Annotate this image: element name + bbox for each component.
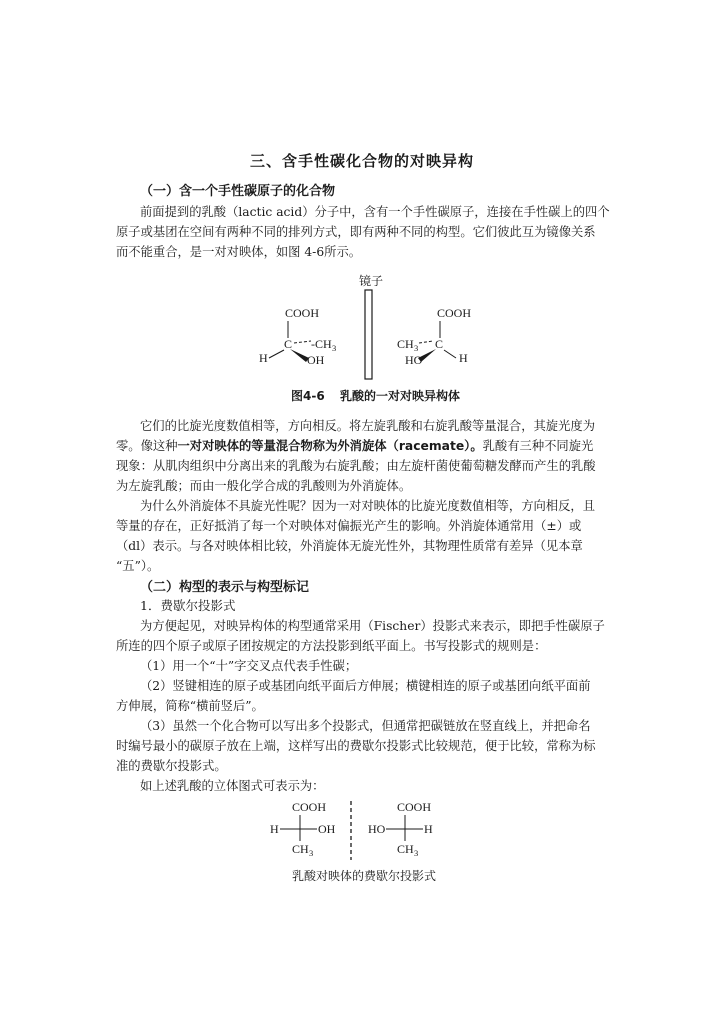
- subsubsection-fischer: 1．费歇尔投影式: [140, 598, 236, 613]
- para1-line1: 前面提到的乳酸（lactic acid）分子中，含有一个手性碳原子，连接在手性碳上的四个: [140, 205, 610, 219]
- left-ch3: -CH: [311, 337, 332, 351]
- left-h: H: [259, 351, 268, 365]
- section-title: 三、含手性碳化合物的对映异构: [249, 152, 474, 170]
- rule-1: （1）用一个“十”字交叉点代表手性碳；: [140, 659, 358, 673]
- mirror-label: 镜子: [359, 274, 384, 288]
- rule-2-line1: （2）竖键相连的原子或基团向纸平面后方伸展；横键相连的原子或基团向纸平面前: [140, 679, 591, 693]
- left-carbon: C: [284, 337, 293, 351]
- para2-line4: 为左旋乳酸；而由一般化学合成的乳酸则为外消旋体。: [116, 479, 412, 493]
- para2-line2-pre: 零。像这种: [116, 439, 178, 453]
- subsection-heading-2: （二）构型的表示与构型标记: [140, 580, 310, 595]
- right-carbon: C: [435, 337, 444, 351]
- fischer-left-top: COOH: [292, 800, 327, 814]
- para3-line1: 为什么外消旋体不具旋光性呢？因为一对对映体的比旋光度数值相等，方向相反，且: [140, 499, 595, 513]
- fischer-right-bottom: CH: [397, 842, 414, 856]
- right-cooh: COOH: [437, 306, 472, 320]
- fischer-left-bottom: CH: [292, 842, 309, 856]
- racemate-definition: 一对对映体的等量混合物称为外消旋体（racemate）。: [177, 439, 483, 453]
- rule-3-line3: 准的费歇尔投影式。: [116, 759, 227, 773]
- rule-3-line2: 时编号最小的碳原子放在上端，这样写出的费歇尔投影式比较规范，便于比较，常称为标: [116, 739, 596, 753]
- para5: 如上述乳酸的立体图式可表示为：: [140, 779, 325, 793]
- left-oh: OH: [307, 353, 325, 367]
- right-h: H: [459, 351, 468, 365]
- rule-3-line1: （3）虽然一个化合物可以写出多个投影式，但通常把碳链放在竖直线上，并把命名: [140, 719, 591, 733]
- figure-4-6-caption: 乳酸的一对对映异构体: [340, 389, 461, 403]
- right-ho: HO: [405, 353, 423, 367]
- para2-line2-post: 乳酸有三种不同旋光: [482, 439, 594, 453]
- para3-line4: “五”）。: [116, 559, 160, 573]
- figure-4-6-number: 图4-6: [291, 389, 325, 403]
- fischer-right-bottom-subscript: 3: [414, 848, 419, 858]
- para3-line2: 等量的存在，正好抵消了每一个对映体对偏振光产生的影响。外消旋体通常用（±）或: [116, 519, 582, 533]
- para1-line3: 而不能重合，是一对对映体，如图 4-6所示。: [116, 245, 362, 259]
- left-ch3-subscript: 3: [332, 343, 337, 353]
- para4-line1: 为方便起见，对映异构体的构型通常采用（Fischer）投影式来表示，即把手性碳原子: [140, 619, 605, 633]
- para4-line2: 所连的四个原子或原子团按规定的方法投影到纸平面上。书写投影式的规则是：: [116, 639, 547, 653]
- rule-2-line2: 方伸展，简称“横前竖后”。: [116, 699, 264, 713]
- fischer-left-bottom-subscript: 3: [309, 848, 314, 858]
- fischer-right-right: H: [424, 822, 433, 836]
- para1-line2: 原子或基团在空间有两种不同的排列方式，即有两种不同的构型。它们彼此互为镜像关系: [116, 225, 596, 239]
- para2-line1: 它们的比旋光度数值相等，方向相反。将左旋乳酸和右旋乳酸等量混合，其旋光度为: [140, 419, 595, 433]
- fischer-left-right: OH: [318, 822, 336, 836]
- subsection-heading-1: （一）含一个手性碳原子的化合物: [140, 184, 336, 199]
- right-ch3-subscript: 3: [414, 343, 419, 353]
- fischer-caption: 乳酸对映体的费歇尔投影式: [292, 869, 437, 883]
- right-ch3: CH: [397, 337, 414, 351]
- fischer-right-left: HO: [368, 822, 386, 836]
- para3-line3: （dl）表示。与各对映体相比较，外消旋体无旋光性外，其物理性质常有差异（见本章: [116, 539, 583, 553]
- fischer-right-top: COOH: [397, 800, 432, 814]
- left-cooh: COOH: [285, 306, 320, 320]
- fischer-left-left: H: [270, 822, 279, 836]
- para2-line3: 现象：从肌肉组织中分离出来的乳酸为右旋乳酸；由左旋杆菌使葡萄糖发酵而产生的乳酸: [116, 459, 596, 473]
